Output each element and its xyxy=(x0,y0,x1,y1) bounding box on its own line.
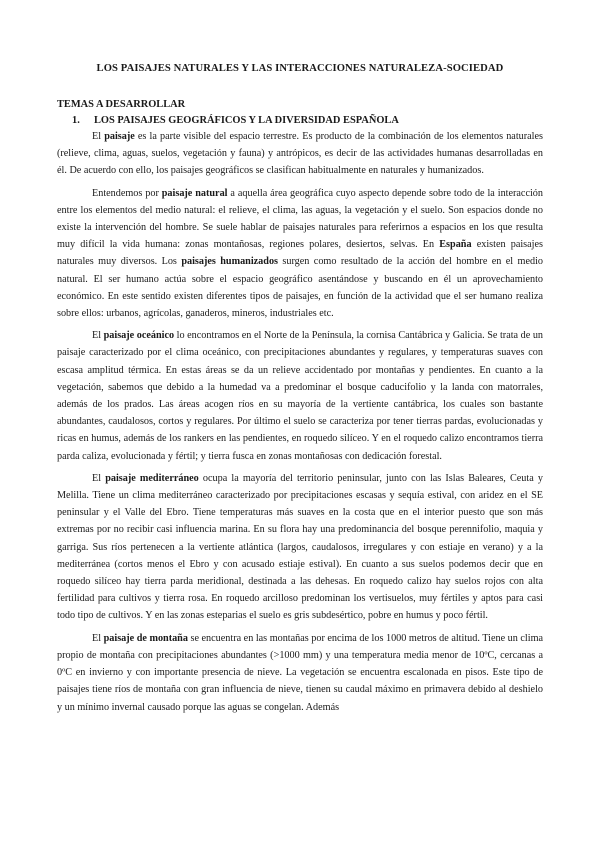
document-title: LOS PAISAJES NATURALES Y LAS INTERACCIONES NATURALEZA-SOCIEDAD xyxy=(96,63,504,74)
bold-term: paisaje natural xyxy=(161,187,228,199)
paragraph-text: lo encontramos en el Norte de la Península, la cornisa Cantábrica y Galicia. Se trata de un paisaje caracterizado por el clima oceánico, con precipitaciones abundantes y regulares, y temperaturas suaves con escasa amplitud térmica. En estas áreas se da un relieve accidentado por montañas y pendientes. En cuanto a la vegetación, sabemos que debido a la humedad va a predominar el bosque caducifolio y la landa con matorrales, además de los prados. Las áreas acogen ríos en su mayoría de la vertiente cantábrica, los cuales son bastante abundantes, caudalosos, cortos y regulares. Por último el suelo se caracteriza por tener tierras pardas, evolucionadas y ricas en humus, además de los rankers en las pendientes, en roquedo silíceo. Y en el roquedo calizo encontramos tierra parda caliza, evolucionada y fértil; y tierra fusca en zonas montañosas con dedicación forestal. xyxy=(57,330,544,462)
paragraph-text: El xyxy=(92,472,106,484)
paragraph-text: El xyxy=(92,330,104,342)
bold-term: España xyxy=(439,239,472,251)
section-heading: TEMAS A DESARROLLAR xyxy=(57,99,186,110)
paragraph-text: surgen como resultado de la acción del hombre en el medio natural. El ser humano actúa sobre el espacio geográfico asentándose y buscando en él un aprovechamiento económico. En este sentido existen diferentes tipos de paisajes, en función de la actividad que el ser humano realiza sobre ellos: urbanos, agrícolas, ganaderos, mineros, industriales etc. xyxy=(57,256,544,320)
paragraph-paisaje-natural xyxy=(57,185,543,323)
paragraph-paisaje-oceanico xyxy=(57,327,543,465)
paragraph-text: es la parte visible del espacio terrestre. Es producto de la combinación de los elementos naturales (relieve, clima, aguas, suelos, vegetación y fauna) y antrópicos, es decir de las actividades humanas desarrolladas en él. De acuerdo con ello, los paisajes geográficos se clasifican habitualmente en naturales y humanizados. xyxy=(57,131,543,177)
paragraph-paisaje xyxy=(57,128,543,180)
paragraph-paisaje-montana xyxy=(57,630,543,716)
document-body xyxy=(57,128,543,721)
subsection-heading xyxy=(72,112,399,129)
subsection-number: 1. xyxy=(72,115,80,126)
bold-term: paisaje mediterráneo xyxy=(105,472,199,484)
paragraph-text: El xyxy=(92,632,104,644)
paragraph-text: a aquella área geográfica cuyo aspecto depende sobre todo de la interacción entre los elementos del medio natural: el relieve, el clima, las aguas, la vegetación y el suelo. Son espacios donde no existe la intervención del hombre. Se suele hablar de paisajes naturales para referirnos a espacios en los que resulta muy difícil la vida humana: zonas montañosas, regiones polares, desiertos, selvas. En xyxy=(57,187,543,251)
bold-term: paisajes humanizados xyxy=(181,256,278,268)
paragraph-text: El xyxy=(92,131,105,142)
paragraph-text: Entendemos por xyxy=(92,187,162,199)
paragraph-paisaje-mediterraneo xyxy=(57,470,543,625)
paragraph-text: ocupa la mayoría del territorio peninsular, junto con las Islas Baleares, Ceuta y Melilla. Tiene un clima mediterráneo caracterizado por precipitaciones escasas y sequía estival, con aridez en el SE peninsular y el Valle del Ebro. Tiene temperaturas más suaves en la costa que en el interior puesto que son más extremas por no recibir casi influencia marina. En su flora hay una predominancia del bosque perennifolio, maquia y garriga. Sus ríos pertenecen a la vertiente atlántica (largos, caudalosos, irregulares y con estiaje en verano) y a la mediterránea (cortos menos el Ebro y con acusado estiaje estival). En cuanto a sus suelos podemos decir que en roquedo silíceo hay tierra parda meridional, destinada a las dehesas. En roquedo calizo hay suelos rojos con alta fertilidad para cultivos y tierra rosa. En roquedo arcilloso predominan los vertisuelos, muy fértiles y aptos para casi todo tipo de cultivos. Y en las zonas esteparias el suelo es gris subdesértico, pobre en humus y poco fértil. xyxy=(57,472,543,622)
bold-term: paisaje oceánico xyxy=(103,330,175,342)
bold-term: paisaje de montaña xyxy=(103,632,188,644)
paragraph-text: se encuentra en las montañas por encima de los 1000 metros de altitud. Tiene un clima propio de montaña con precipitaciones abundantes (>1000 mm) y una temperatura media menor de 10ºC, cercanas a 0ºC en invierno y con importante presencia de nieve. La vegetación se encuentra escalonada en pisos. Este tipo de paisajes tiene ríos de montaña con gran influencia de nieve, tienen su caudal máximo en primavera debido al deshielo y un mínimo invernal causado porque las aguas se congelan. Además xyxy=(57,632,544,713)
subsection-title: LOS PAISAJES GEOGRÁFICOS Y LA DIVERSIDAD ESPAÑOLA xyxy=(94,115,399,126)
paragraph-text: existen paisajes naturales muy diversos. Los xyxy=(57,239,543,268)
bold-term: paisaje xyxy=(104,131,135,142)
